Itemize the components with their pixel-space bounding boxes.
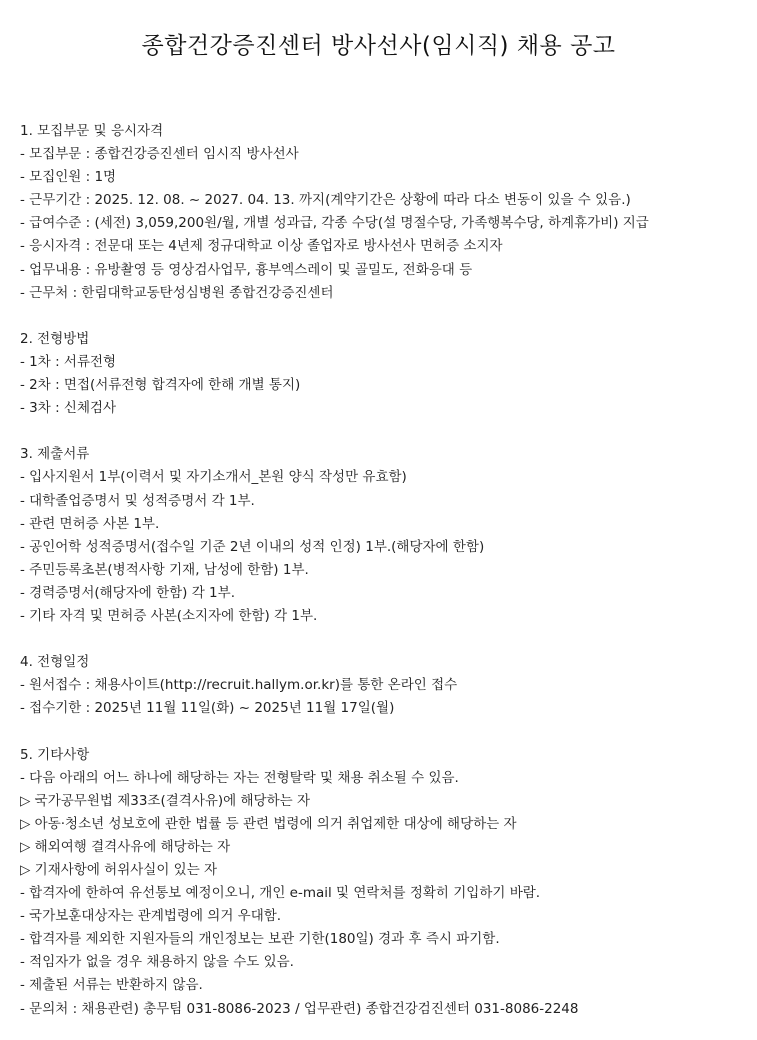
detail-line: - 접수기한 : 2025년 11월 11일(화) ~ 2025년 11월 17일(월)	[20, 700, 395, 717]
detail-line: - 주민등록초본(병적사항 기재, 남성에 한함) 1부.	[20, 561, 309, 578]
detail-line: - 합격자를 제외한 지원자들의 개인정보는 보관 기한(180일) 경과 후 즉시 파기함.	[20, 931, 500, 948]
contact-line: - 문의처 : 채용관련) 총무팀 031-8086-2023 / 업무관련) 종합건강검진센터 031-8086-2248	[20, 1000, 579, 1017]
detail-line: - 합격자에 한하여 유선통보 예정이오니, 개인 e-mail 및 연락처를 정확히 기입하기 바람.	[20, 885, 541, 902]
section-heading: 3. 제출서류	[20, 446, 90, 463]
section-heading: 4. 전형일정	[20, 654, 90, 671]
detail-line: - 경력증명서(해당자에 한함) 각 1부.	[20, 584, 235, 601]
detail-line: - 2차 : 면접(서류전형 합격자에 한해 개별 통지)	[20, 377, 301, 394]
section-heading: 1. 모집부문 및 응시자격	[20, 123, 164, 139]
detail-line: - 다음 아래의 어느 하나에 해당하는 자는 전형탈락 및 채용 취소될 수 있음.	[20, 769, 459, 786]
section-required-documents	[20, 443, 750, 628]
detail-line: - 급여수준 : (세전) 3,059,200원/월, 개별 성과급, 각종 수당(설 명절수당, 가족행복수당, 하계휴가비) 지급	[20, 215, 649, 232]
section-selection-method	[20, 328, 750, 420]
detail-line: - 입사지원서 1부(이력서 및 자기소개서_본원 양식 작성만 유효함)	[20, 469, 407, 486]
detail-line: - 3차 : 신체검사	[20, 400, 117, 417]
section-recruitment-field	[20, 120, 750, 305]
detail-line: - 업무내용 : 유방촬영 등 영상검사업무, 흉부엑스레이 및 골밀도, 전화응대 등	[20, 261, 473, 278]
detail-line: - 기타 자격 및 면허증 사본(소지자에 한함) 각 1부.	[20, 607, 318, 624]
detail-line: - 1차 : 서류전형	[20, 353, 117, 370]
detail-line: - 원서접수 : 채용사이트(http://recruit.hallym.or.kr)를 통한 온라인 접수	[20, 677, 458, 694]
section-other-notes	[20, 744, 750, 1021]
detail-line: - 제출된 서류는 반환하지 않음.	[20, 977, 203, 994]
detail-line: - 대학졸업증명서 및 성적증명서 각 1부.	[20, 492, 255, 509]
detail-line: - 응시자격 : 전문대 또는 4년제 정규대학교 이상 졸업자로 방사선사 면허증 소지자	[20, 238, 503, 255]
detail-line: - 근무처 : 한림대학교동탄성심병원 종합건강증진센터	[20, 284, 334, 301]
detail-line: - 관련 면허증 사본 1부.	[20, 515, 160, 532]
posting-body	[20, 120, 750, 1021]
page-title: 종합건강증진센터 방사선사(임시직) 채용 공고	[141, 33, 616, 59]
section-heading: 2. 전형방법	[20, 330, 90, 347]
detail-line: - 적임자가 없을 경우 채용하지 않을 수도 있음.	[20, 954, 294, 971]
detail-line: ▷ 기재사항에 허위사실이 있는 자	[20, 862, 218, 878]
detail-line: ▷ 아동·청소년 성보호에 관한 법률 등 관련 법령에 의거 취업제한 대상에 해당하는 자	[20, 815, 517, 832]
detail-line: - 근무기간 : 2025. 12. 08. ~ 2027. 04. 13. 까지(계약기간은 상황에 따라 다소 변동이 있을 수 있음.)	[20, 192, 631, 209]
detail-line: - 공인어학 성적증명서(접수일 기준 2년 이내의 성적 인정) 1부.(해당자에 한함)	[20, 538, 485, 555]
detail-line: ▷ 국가공무원법 제33조(결격사유)에 해당하는 자	[20, 792, 310, 809]
section-schedule	[20, 651, 750, 720]
detail-line: ▷ 해외여행 결격사유에 해당하는 자	[20, 838, 231, 855]
detail-line: - 모집인원 : 1명	[20, 169, 117, 186]
section-heading: 5. 기타사항	[20, 746, 90, 763]
detail-line: - 국가보훈대상자는 관계법령에 의거 우대함.	[20, 908, 282, 925]
detail-line: - 모집부문 : 종합건강증진센터 임시직 방사선사	[20, 146, 299, 163]
